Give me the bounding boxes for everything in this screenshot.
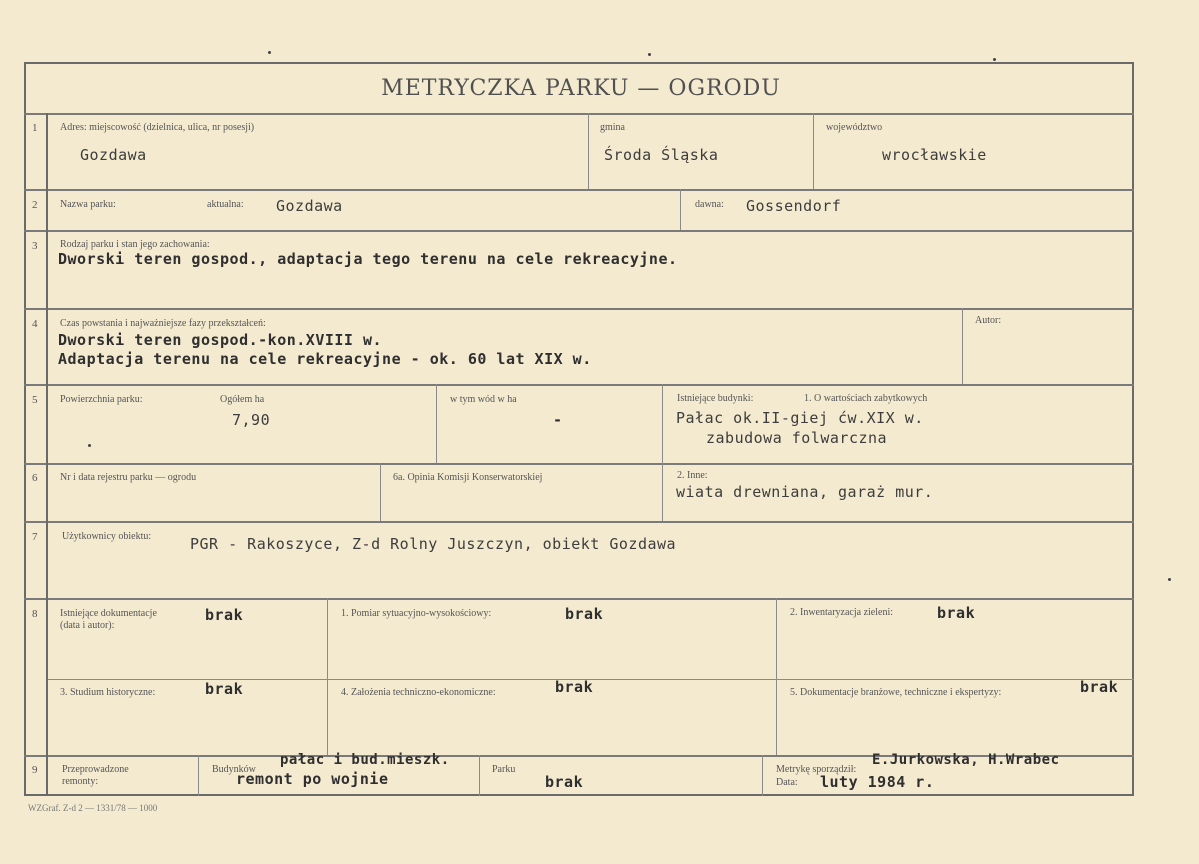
historical-study-value: brak	[205, 680, 244, 698]
row-number: 9	[32, 764, 38, 776]
cell-divider	[436, 384, 437, 463]
row-divider	[24, 463, 1134, 465]
buildings-renovation-label: Budynków	[212, 764, 256, 775]
renovations-label-2: remonty:	[62, 776, 99, 787]
row-number: 7	[32, 531, 38, 543]
current-name-value: Gozdawa	[276, 197, 343, 215]
paper-speck	[993, 58, 996, 61]
paper-speck	[268, 51, 271, 54]
other-buildings-value: wiata drewniana, garaż mur.	[676, 483, 934, 501]
row-divider	[24, 308, 1134, 310]
date-label: Data:	[776, 777, 798, 788]
water-area-label: w tym wód w ha	[450, 394, 517, 405]
author-label: Autor:	[975, 315, 1002, 326]
gmina-value: Środa Śląska	[604, 146, 719, 164]
tech-econ-value: brak	[555, 678, 594, 696]
register-label: Nr i data rejestru parku — ogrodu	[60, 472, 197, 483]
commission-opinion-label: 6a. Opinia Komisji Konserwatorskiej	[393, 472, 543, 483]
total-area-label: Ogółem ha	[220, 394, 265, 405]
park-type-value: Dworski teren gospod., adaptacja tego terenu na cele rekreacyjne.	[58, 250, 678, 268]
cell-divider	[380, 463, 381, 521]
date-value: luty 1984 r.	[820, 773, 935, 791]
row-divider	[24, 521, 1134, 523]
cell-divider	[198, 755, 199, 796]
form-title: METRYCZKA PARKU — OGRODU	[381, 76, 781, 101]
prepared-by-value: E.Jurkowska, H.Wrabec	[872, 752, 1060, 768]
area-label: Powierzchnia parku:	[60, 394, 143, 405]
former-name-label: dawna:	[695, 199, 724, 210]
row-number: 5	[32, 394, 38, 406]
row-number: 4	[32, 318, 38, 330]
total-area-value: 7,90	[232, 411, 271, 429]
docs-label-1: Istniejące dokumentacje	[60, 608, 157, 619]
cell-divider	[662, 384, 663, 521]
row-divider	[24, 598, 1134, 600]
users-value: PGR - Rakoszyce, Z-d Rolny Juszczyn, obiekt Gozdawa	[190, 535, 677, 553]
voivodeship-value: wrocławskie	[882, 146, 987, 164]
cell-divider	[327, 598, 328, 755]
cell-divider	[588, 113, 589, 189]
paper-speck	[648, 53, 651, 56]
park-name-label: Nazwa parku:	[60, 199, 116, 210]
park-renovation-label: Parku	[492, 764, 516, 775]
paper-speck	[1168, 578, 1171, 581]
row-number: 8	[32, 608, 38, 620]
gmina-label: gmina	[600, 122, 625, 133]
docs-value: brak	[205, 606, 244, 624]
prepared-by-label: Metrykę sporządził:	[776, 764, 857, 775]
users-label: Użytkownicy obiektu:	[62, 531, 152, 542]
paper-speck	[88, 444, 91, 447]
history-line-2: Adaptacja terenu na cele rekreacyjne - ok. 60 lat XIX w.	[58, 350, 592, 368]
voivodeship-label: województwo	[826, 122, 883, 133]
row-divider	[24, 189, 1134, 191]
historic-building-1: Pałac ok.II-giej ćw.XIX w.	[676, 409, 924, 427]
row-divider	[24, 384, 1134, 386]
cell-divider	[680, 189, 681, 230]
address-value: Gozdawa	[80, 146, 147, 164]
historical-study-label: 3. Studium historyczne:	[60, 687, 156, 698]
other-buildings-label: 2. Inne:	[677, 470, 708, 481]
row-divider	[24, 230, 1134, 232]
water-area-value: -	[553, 411, 563, 429]
tech-econ-label: 4. Założenia techniczno-ekonomiczne:	[341, 687, 496, 698]
historic-building-2: zabudowa folwarczna	[706, 429, 888, 447]
survey-label: 1. Pomiar sytuacyjno-wysokościowy:	[341, 608, 492, 619]
cell-divider	[813, 113, 814, 189]
cell-divider	[962, 308, 963, 384]
renovations-label-1: Przeprowadzone	[62, 764, 129, 775]
docs-label-2: (data i autor):	[60, 620, 115, 631]
buildings-renovation-line-1: pałac i bud.mieszk.	[280, 752, 450, 768]
buildings-renovation-line-2: remont po wojnie	[236, 770, 389, 788]
row-number: 3	[32, 240, 38, 252]
former-name-value: Gossendorf	[746, 197, 842, 215]
park-type-label: Rodzaj parku i stan jego zachowania:	[60, 239, 210, 250]
row-divider	[24, 113, 1134, 115]
historic-buildings-label: 1. O wartościach zabytkowych	[804, 393, 928, 404]
current-name-label: aktualna:	[207, 199, 244, 210]
cell-divider	[479, 755, 480, 796]
history-label: Czas powstania i najważniejsze fazy przekształceń:	[60, 318, 266, 329]
row-number: 1	[32, 122, 38, 134]
greenery-inventory-label: 2. Inwentaryzacja zieleni:	[790, 607, 893, 618]
history-line-1: Dworski teren gospod.-kon.XVIII w.	[58, 331, 383, 349]
print-footer: WZGraf. Z-d 2 — 1331/78 — 1000	[28, 803, 158, 813]
address-label: Adres: miejscowość (dzielnica, ulica, nr posesji)	[60, 122, 255, 133]
greenery-inventory-value: brak	[937, 604, 976, 622]
expert-docs-value: brak	[1080, 678, 1119, 696]
expert-docs-label: 5. Dokumentacje branżowe, techniczne i ekspertyzy:	[790, 687, 1002, 698]
cell-divider	[762, 755, 763, 796]
survey-value: brak	[565, 605, 604, 623]
buildings-label: Istniejące budynki:	[677, 393, 754, 404]
number-column-line	[46, 113, 48, 796]
park-renovation-value: brak	[545, 773, 584, 791]
row-number: 2	[32, 199, 38, 211]
row-number: 6	[32, 472, 38, 484]
cell-divider	[776, 598, 777, 755]
